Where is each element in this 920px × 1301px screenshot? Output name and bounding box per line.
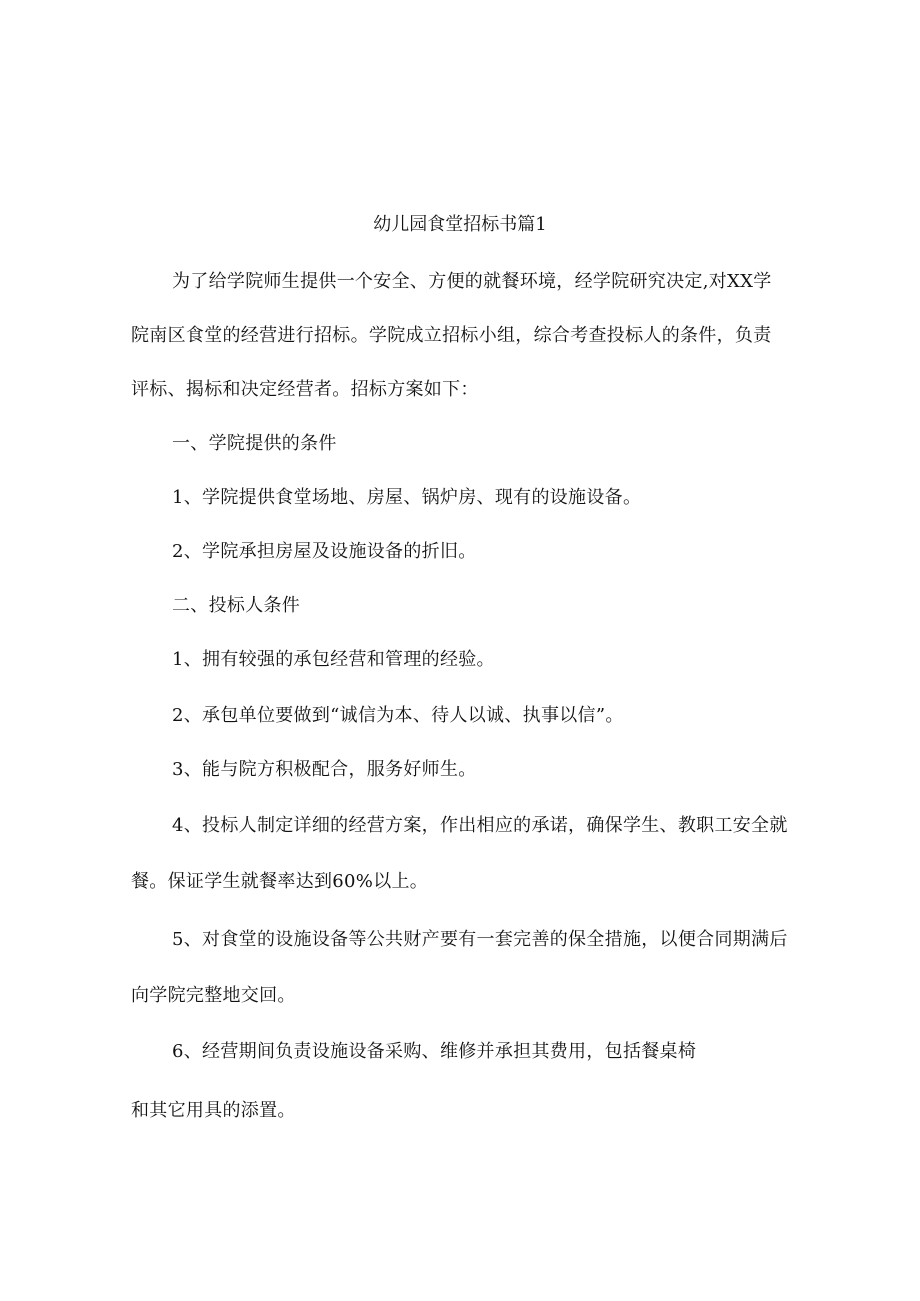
section2-item-6-line-2: 和其它用具的添置。 [131,1100,296,1121]
section2-item-6-line-1: 6、经营期间负责设施设备采购、维修并承担其费用，包括餐桌椅 [172,1041,697,1062]
intro-line-1: 为了给学院师生提供一个安全、方便的就餐环境，经学院研究决定,对XX学 [172,271,772,292]
section-heading-1: 一、学院提供的条件 [172,433,337,454]
section1-item-2: 2、学院承担房屋及设施设备的折旧。 [172,541,477,562]
section2-item-4-line-2: 餐。保证学生就餐率达到60%以上。 [131,871,429,892]
intro-line-2: 院南区食堂的经营进行招标。学院成立招标小组，综合考查投标人的条件，负责 [131,325,772,346]
section2-item-5-line-2: 向学院完整地交回。 [131,985,296,1006]
section2-item-3: 3、能与院方积极配合，服务好师生。 [172,759,477,780]
section2-item-2: 2、承包单位要做到“诚信为本、待人以诚、执事以信”。 [172,705,624,726]
section2-item-4-line-1: 4、投标人制定详细的经营方案，作出相应的承诺，确保学生、教职工安全就 [172,815,788,836]
section1-item-1: 1、学院提供食堂场地、房屋、锅炉房、现有的设施设备。 [172,487,642,508]
section2-item-5-line-1: 5、对食堂的设施设备等公共财产要有一套完善的保全措施，以便合同期满后 [172,929,788,950]
intro-line-3: 评标、揭标和决定经营者。招标方案如下： [131,379,479,400]
section-heading-2: 二、投标人条件 [172,595,301,616]
document-title: 幼儿园食堂招标书篇1 [373,214,547,235]
section2-item-1: 1、拥有较强的承包经营和管理的经验。 [172,649,495,670]
